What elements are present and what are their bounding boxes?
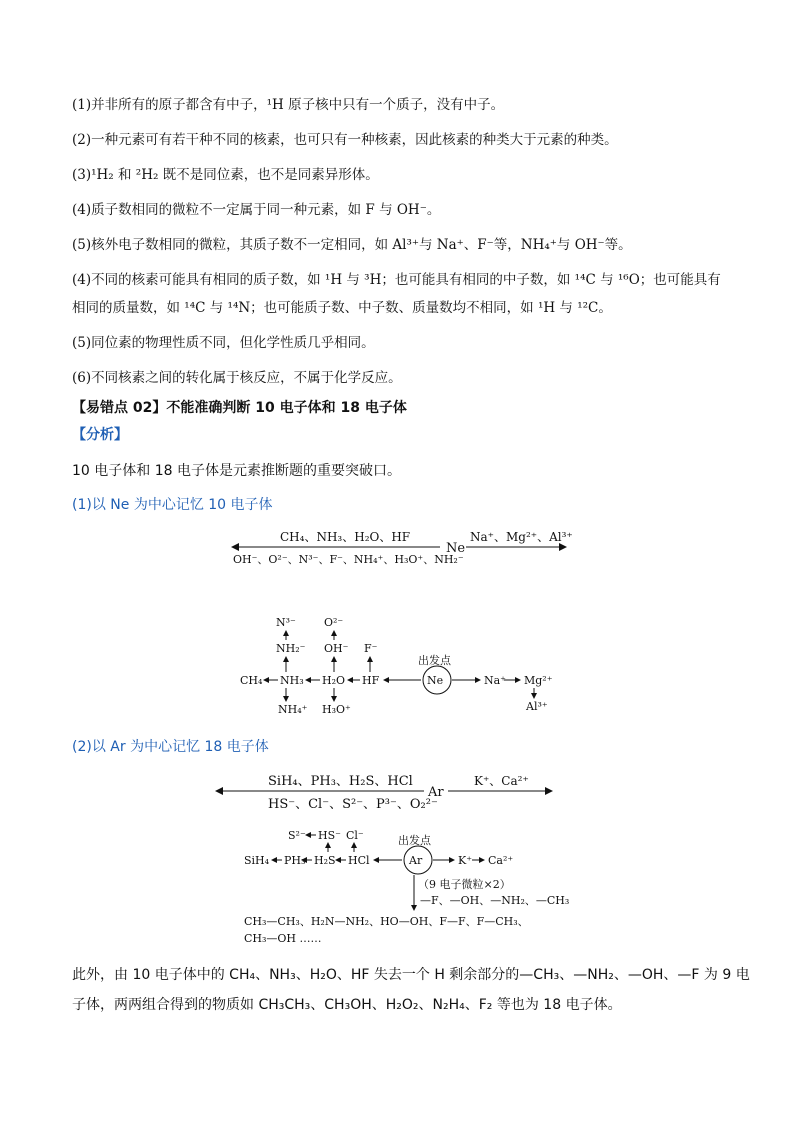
nine-groups: —F、—OH、—NH₂、—CH₃ — [420, 894, 570, 907]
cl-label: Cl⁻ — [346, 829, 364, 842]
ph3-label: PH₃ — [284, 854, 306, 867]
note-2: (2)一种元素可有若干种不同的核素，也可只有一种核素，因此核素的种类大于元素的种类。 — [72, 132, 618, 148]
subheading-ar: (2)以 Ar 为中心记忆 18 电子体 — [72, 739, 269, 755]
mg-label: Mg²⁺ — [524, 674, 553, 687]
ne-line-diagram — [0, 520, 794, 575]
ar-center: Ar — [428, 785, 444, 800]
k-label: K⁺ — [458, 854, 473, 867]
f-label: F⁻ — [364, 642, 378, 655]
ne-left-bottom: OH⁻、O²⁻、N³⁻、F⁻、NH₄⁺、H₃O⁺、NH₂⁻ — [233, 553, 464, 566]
n3-label: N³⁻ — [276, 616, 296, 629]
h2s-label: H₂S — [314, 854, 336, 867]
o2-label: O²⁻ — [324, 616, 344, 629]
note-6b: 相同的质量数，如 ¹⁴C 与 ¹⁴N；也可能质子数、中子数、质量数均不相同，如 ¹H 与 ¹²C。 — [72, 300, 612, 316]
analysis-label: 【分析】 — [72, 427, 128, 443]
section-heading: 【易错点 02】不能准确判断 10 电子体和 18 电子体 — [72, 400, 407, 416]
sih4-label: SiH₄ — [244, 854, 270, 867]
hf-label: HF — [362, 674, 380, 687]
ch4-label: CH₄ — [240, 674, 263, 687]
ne-center: Ne — [446, 541, 466, 556]
ar-left-top: SiH₄、PH₃、H₂S、HCl — [268, 774, 413, 789]
nh2-label: NH₂⁻ — [276, 642, 306, 655]
ar-right-top: K⁺、Ca²⁺ — [474, 774, 529, 788]
ne-left-top: CH₄、NH₃、H₂O、HF — [280, 530, 411, 544]
products-line-2: CH₃—OH …… — [244, 932, 322, 945]
ar-start-label: 出发点 — [398, 834, 431, 847]
note-7: (5)同位素的物理性质不同，但化学性质几乎相同。 — [72, 335, 375, 351]
ar-line-diagram — [0, 763, 794, 818]
start-label: 出发点 — [418, 654, 451, 667]
hs-label: HS⁻ — [318, 829, 341, 842]
ar-tree-diagram — [0, 822, 794, 947]
nh3-label: NH₃ — [280, 674, 304, 687]
s2-label: S²⁻ — [288, 829, 306, 842]
ca-label: Ca²⁺ — [488, 854, 514, 867]
products-line-1: CH₃—CH₃、H₂N—NH₂、HO—OH、F—F、F—CH₃、 — [244, 915, 529, 928]
h3o-label: H₃O⁺ — [322, 703, 351, 716]
nh4-label: NH₄⁺ — [278, 703, 308, 716]
ne-circle-label: Ne — [427, 674, 444, 687]
ne-tree-diagram — [0, 610, 794, 725]
conclusion-line-1: 此外，由 10 电子体中的 CH₄、NH₃、H₂O、HF 失去一个 H 剩余部分的—CH₃、—NH₂、—OH、—F 为 9 电 — [72, 967, 750, 983]
note-3: (3)¹H₂ 和 ²H₂ 既不是同位素，也不是同素异形体。 — [72, 167, 379, 183]
intro-text: 10 电子体和 18 电子体是元素推断题的重要突破口。 — [72, 463, 401, 479]
na-label: Na⁺ — [484, 674, 506, 687]
subheading-ne: (1)以 Ne 为中心记忆 10 电子体 — [72, 497, 273, 513]
h2o-label: H₂O — [322, 674, 346, 687]
ar-left-bottom: HS⁻、Cl⁻、S²⁻、P³⁻、O₂²⁻ — [268, 797, 438, 812]
note-1: (1)并非所有的原子都含有中子，¹H 原子核中只有一个质子，没有中子。 — [72, 97, 505, 113]
note-6a: (4)不同的核素可能具有相同的质子数，如 ¹H 与 ³H；也可能具有相同的中子数，如 ¹⁴C 与 ¹⁶O；也可能具有 — [72, 272, 721, 288]
al-label: Al³⁺ — [526, 700, 548, 713]
ne-right-top: Na⁺、Mg²⁺、Al³⁺ — [470, 530, 573, 544]
note-8: (6)不同核素之间的转化属于核反应，不属于化学反应。 — [72, 370, 402, 386]
ar-circle-label: Ar — [409, 854, 423, 867]
conclusion-line-2: 子体，两两组合得到的物质如 CH₃CH₃、CH₃OH、H₂O₂、N₂H₄、F₂ 等也为 18 电子体。 — [72, 997, 622, 1013]
note-4: (4)质子数相同的微粒不一定属于同一种元素，如 F 与 OH⁻。 — [72, 202, 441, 218]
hcl-label: HCl — [348, 854, 370, 867]
nine-label: （9 电子微粒×2） — [418, 878, 511, 891]
oh-label: OH⁻ — [324, 642, 349, 655]
note-5: (5)核外电子数相同的微粒，其质子数不一定相同，如 Al³⁺与 Na⁺、F⁻等，NH₄⁺与 OH⁻等。 — [72, 237, 632, 253]
